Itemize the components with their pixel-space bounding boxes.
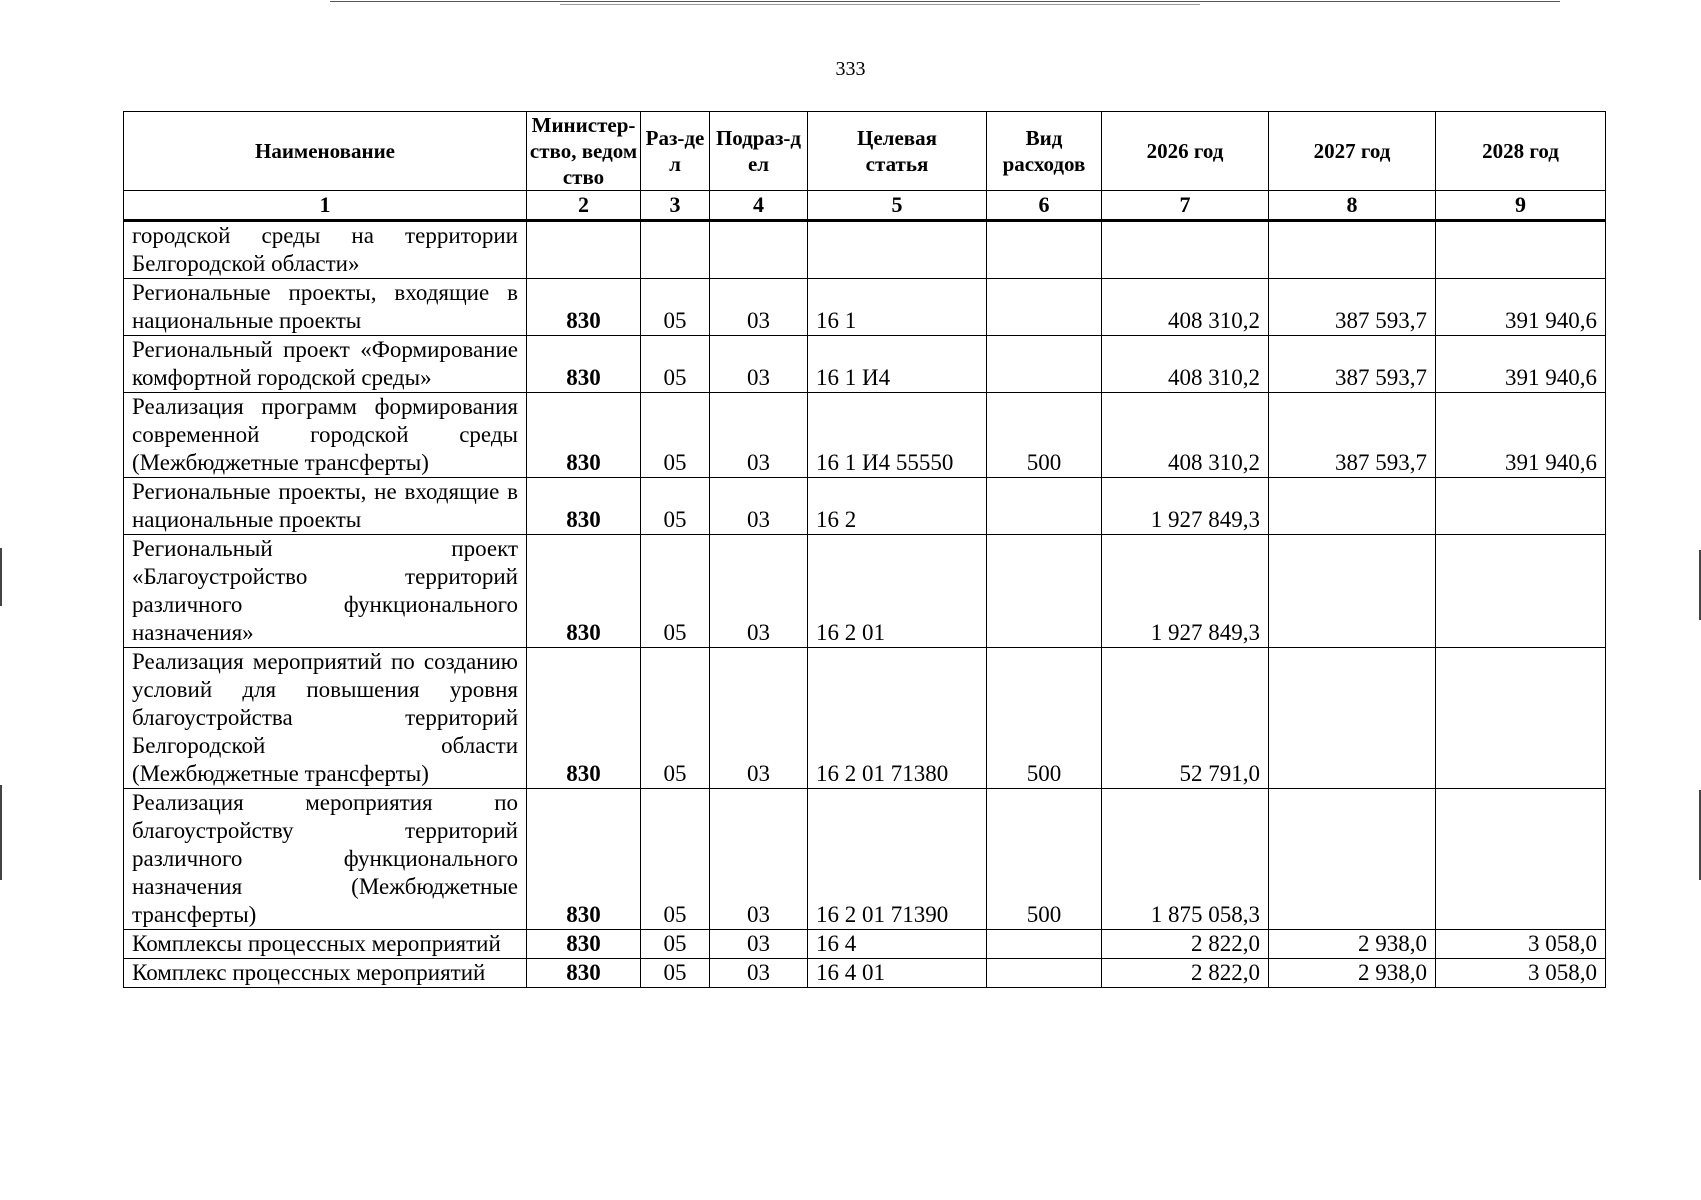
row-2027 — [1269, 789, 1436, 930]
row-name: Реализация мероприятия по благоустройству территорий различного функционального назначения (Межбюджетные трансферты) — [124, 789, 527, 930]
row-podrazdel — [710, 221, 808, 279]
row-podrazdel: 03 — [710, 930, 808, 959]
row-2027 — [1269, 648, 1436, 789]
row-2027 — [1269, 221, 1436, 279]
row-ministry: 830 — [527, 535, 641, 648]
budget-table — [123, 111, 1606, 988]
row-vid: 500 — [987, 648, 1102, 789]
row-name: Комплексы процессных мероприятий — [124, 930, 527, 959]
column-header-ministry: Министер-ство, ведомство — [527, 112, 641, 191]
row-razdel: 05 — [641, 393, 710, 478]
row-2028 — [1436, 221, 1606, 279]
row-2026 — [1102, 221, 1269, 279]
column-number: 8 — [1269, 191, 1436, 221]
row-ministry: 830 — [527, 393, 641, 478]
row-razdel: 05 — [641, 648, 710, 789]
row-ministry: 830 — [527, 959, 641, 988]
column-number: 9 — [1436, 191, 1606, 221]
row-article — [808, 221, 987, 279]
column-header-2027: 2027 год — [1269, 112, 1436, 191]
row-vid: 500 — [987, 393, 1102, 478]
row-name: Комплекс процессных мероприятий — [124, 959, 527, 988]
row-vid — [987, 959, 1102, 988]
row-razdel: 05 — [641, 279, 710, 336]
row-2026: 1 875 058,3 — [1102, 789, 1269, 930]
column-number: 4 — [710, 191, 808, 221]
row-ministry — [527, 221, 641, 279]
row-razdel: 05 — [641, 789, 710, 930]
row-2026: 408 310,2 — [1102, 336, 1269, 393]
row-vid: 500 — [987, 789, 1102, 930]
row-podrazdel: 03 — [710, 648, 808, 789]
row-article: 16 1 И4 — [808, 336, 987, 393]
scan-top-rule — [330, 1, 1560, 2]
row-name: городской среды на территории Белгородской области» — [124, 221, 527, 279]
row-name: Региональные проекты, входящие в национальные проекты — [124, 279, 527, 336]
row-2026: 1 927 849,3 — [1102, 478, 1269, 535]
column-header-razdel: Раз-дел — [641, 112, 710, 191]
row-podrazdel: 03 — [710, 336, 808, 393]
row-2028 — [1436, 789, 1606, 930]
row-2028 — [1436, 478, 1606, 535]
row-name: Реализация программ формирования современной городской среды (Межбюджетные трансферты) — [124, 393, 527, 478]
row-vid — [987, 279, 1102, 336]
row-podrazdel: 03 — [710, 959, 808, 988]
row-2027: 387 593,7 — [1269, 279, 1436, 336]
row-podrazdel: 03 — [710, 279, 808, 336]
table-row — [124, 535, 1606, 648]
column-header-name: Наименование — [124, 112, 527, 191]
row-article: 16 1 — [808, 279, 987, 336]
row-vid — [987, 336, 1102, 393]
row-podrazdel: 03 — [710, 535, 808, 648]
row-2027 — [1269, 535, 1436, 648]
row-vid — [987, 221, 1102, 279]
row-2027: 387 593,7 — [1269, 393, 1436, 478]
table-row — [124, 221, 1606, 279]
column-number: 5 — [808, 191, 987, 221]
row-2028: 391 940,6 — [1436, 393, 1606, 478]
row-podrazdel: 03 — [710, 393, 808, 478]
row-2027 — [1269, 478, 1436, 535]
row-2026: 2 822,0 — [1102, 930, 1269, 959]
row-name: Региональные проекты, не входящие в национальные проекты — [124, 478, 527, 535]
column-number: 2 — [527, 191, 641, 221]
row-2028: 391 940,6 — [1436, 279, 1606, 336]
row-vid — [987, 535, 1102, 648]
column-number-row — [124, 191, 1606, 221]
row-2027: 387 593,7 — [1269, 336, 1436, 393]
scan-top-rule-secondary — [560, 4, 1200, 5]
row-2028 — [1436, 535, 1606, 648]
row-ministry: 830 — [527, 478, 641, 535]
row-2028: 391 940,6 — [1436, 336, 1606, 393]
row-vid — [987, 478, 1102, 535]
row-vid — [987, 930, 1102, 959]
row-article: 16 2 01 — [808, 535, 987, 648]
scan-edge-mark — [0, 785, 2, 880]
row-2027: 2 938,0 — [1269, 959, 1436, 988]
row-razdel: 05 — [641, 959, 710, 988]
row-podrazdel: 03 — [710, 478, 808, 535]
table-row — [124, 789, 1606, 930]
row-article: 16 2 01 71380 — [808, 648, 987, 789]
column-header-article: Целевая статья — [808, 112, 987, 191]
row-ministry: 830 — [527, 336, 641, 393]
table-row — [124, 959, 1606, 988]
column-header-vid: Вид расходов — [987, 112, 1102, 191]
row-razdel: 05 — [641, 535, 710, 648]
row-2026: 408 310,2 — [1102, 279, 1269, 336]
scan-edge-mark — [0, 548, 2, 606]
row-2028: 3 058,0 — [1436, 930, 1606, 959]
row-2026: 408 310,2 — [1102, 393, 1269, 478]
row-razdel — [641, 221, 710, 279]
row-name: Реализация мероприятий по созданию условий для повышения уровня благоустройства территорий Белгородской области (Межбюджетные трансферты) — [124, 648, 527, 789]
row-razdel: 05 — [641, 336, 710, 393]
column-header-2028: 2028 год — [1436, 112, 1606, 191]
row-article: 16 4 01 — [808, 959, 987, 988]
row-article: 16 1 И4 55550 — [808, 393, 987, 478]
row-name: Региональный проект «Благоустройство территорий различного функционального назначения» — [124, 535, 527, 648]
row-razdel: 05 — [641, 930, 710, 959]
table-row — [124, 648, 1606, 789]
row-2026: 52 791,0 — [1102, 648, 1269, 789]
column-header-2026: 2026 год — [1102, 112, 1269, 191]
row-2027: 2 938,0 — [1269, 930, 1436, 959]
header-row — [124, 112, 1606, 191]
row-2026: 2 822,0 — [1102, 959, 1269, 988]
row-name: Региональный проект «Формирование комфортной городской среды» — [124, 336, 527, 393]
row-2026: 1 927 849,3 — [1102, 535, 1269, 648]
row-ministry: 830 — [527, 789, 641, 930]
column-number: 6 — [987, 191, 1102, 221]
table-row — [124, 930, 1606, 959]
row-ministry: 830 — [527, 648, 641, 789]
row-podrazdel: 03 — [710, 789, 808, 930]
row-2028: 3 058,0 — [1436, 959, 1606, 988]
column-number: 1 — [124, 191, 527, 221]
page-number: 333 — [835, 58, 866, 80]
column-number: 3 — [641, 191, 710, 221]
column-number: 7 — [1102, 191, 1269, 221]
table-row — [124, 393, 1606, 478]
row-razdel: 05 — [641, 478, 710, 535]
row-article: 16 2 — [808, 478, 987, 535]
row-ministry: 830 — [527, 279, 641, 336]
row-2028 — [1436, 648, 1606, 789]
table-row — [124, 478, 1606, 535]
row-article: 16 4 — [808, 930, 987, 959]
table-row — [124, 279, 1606, 336]
row-article: 16 2 01 71390 — [808, 789, 987, 930]
table-row — [124, 336, 1606, 393]
column-header-podrazdel: Подраз-дел — [710, 112, 808, 191]
row-ministry: 830 — [527, 930, 641, 959]
